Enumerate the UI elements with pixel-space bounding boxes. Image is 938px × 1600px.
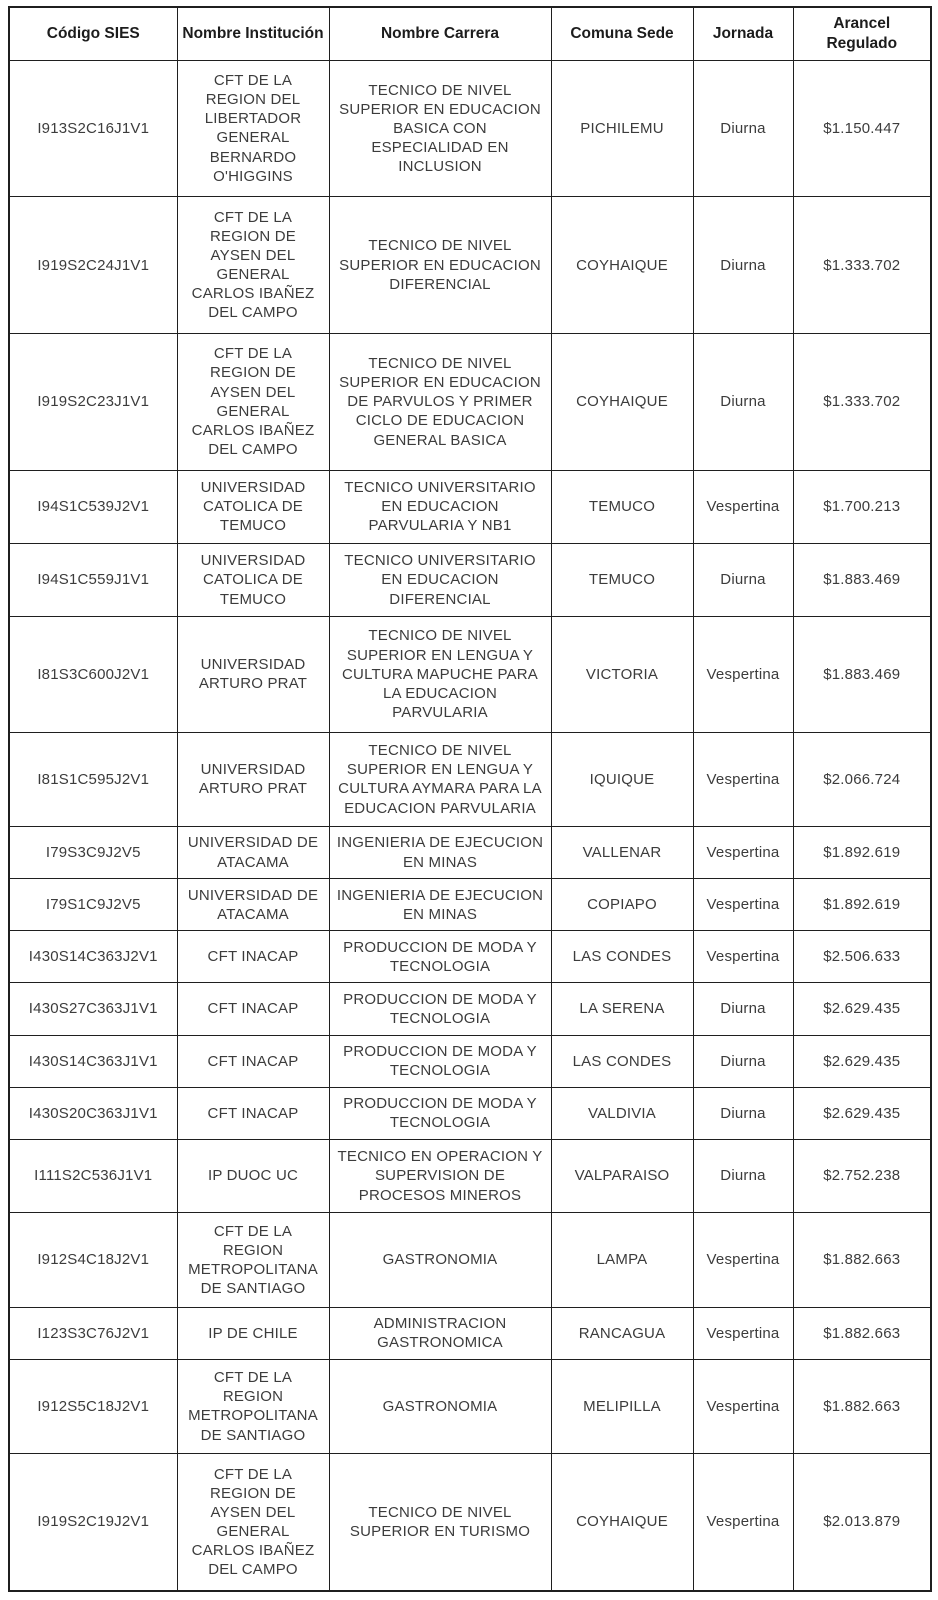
cell-comuna-sede: TEMUCO [551,470,693,543]
cell-jornada: Vespertina [693,1213,793,1307]
table-row [9,60,931,197]
cell-nombre-carrera: TECNICO DE NIVEL SUPERIOR EN EDUCACION DIFERENCIAL [329,197,551,334]
cell-arancel-regulado: $2.506.633 [793,931,931,983]
cell-nombre-institucion: IP DE CHILE [177,1307,329,1359]
table-row [9,543,931,616]
cell-codigo-sies: I81S1C595J2V1 [9,732,177,826]
cell-arancel-regulado: $2.066.724 [793,732,931,826]
cell-codigo-sies: I111S2C536J1V1 [9,1139,177,1212]
cell-codigo-sies: I912S4C18J2V1 [9,1213,177,1307]
table-row [9,1139,931,1212]
table-header-row [9,7,931,60]
table-row [9,879,931,931]
cell-jornada: Diurna [693,1139,793,1212]
cell-arancel-regulado: $1.892.619 [793,827,931,879]
cell-codigo-sies: I430S20C363J1V1 [9,1087,177,1139]
cell-comuna-sede: LAS CONDES [551,1035,693,1087]
table-row [9,1213,931,1307]
cell-nombre-carrera: INGENIERIA DE EJECUCION EN MINAS [329,827,551,879]
cell-nombre-institucion: CFT INACAP [177,1035,329,1087]
cell-nombre-institucion: CFT INACAP [177,1087,329,1139]
cell-arancel-regulado: $1.882.663 [793,1213,931,1307]
column-header-comuna-sede: Comuna Sede [551,7,693,60]
cell-arancel-regulado: $1.883.469 [793,543,931,616]
cell-comuna-sede: COYHAIQUE [551,333,693,470]
cell-nombre-carrera: TECNICO UNIVERSITARIO EN EDUCACION DIFERENCIAL [329,543,551,616]
cell-codigo-sies: I919S2C23J1V1 [9,333,177,470]
cell-nombre-institucion: CFT DE LA REGION DEL LIBERTADOR GENERAL BERNARDO O'HIGGINS [177,60,329,197]
cell-arancel-regulado: $1.333.702 [793,197,931,334]
cell-comuna-sede: LAS CONDES [551,931,693,983]
cell-jornada: Vespertina [693,827,793,879]
table-row [9,1454,931,1591]
cell-arancel-regulado: $2.629.435 [793,983,931,1035]
cell-comuna-sede: IQUIQUE [551,732,693,826]
table-row [9,1035,931,1087]
cell-nombre-carrera: TECNICO EN OPERACION Y SUPERVISION DE PROCESOS MINEROS [329,1139,551,1212]
cell-jornada: Diurna [693,333,793,470]
cell-nombre-institucion: CFT DE LA REGION DE AYSEN DEL GENERAL CARLOS IBAÑEZ DEL CAMPO [177,197,329,334]
cell-nombre-institucion: CFT DE LA REGION DE AYSEN DEL GENERAL CARLOS IBAÑEZ DEL CAMPO [177,1454,329,1591]
cell-codigo-sies: I81S3C600J2V1 [9,617,177,733]
cell-jornada: Vespertina [693,1307,793,1359]
cell-codigo-sies: I430S14C363J2V1 [9,931,177,983]
cell-codigo-sies: I919S2C19J2V1 [9,1454,177,1591]
cell-nombre-institucion: UNIVERSIDAD CATOLICA DE TEMUCO [177,543,329,616]
cell-comuna-sede: COPIAPO [551,879,693,931]
cell-jornada: Vespertina [693,617,793,733]
column-header-nombre-institucion: Nombre Institución [177,7,329,60]
cell-codigo-sies: I123S3C76J2V1 [9,1307,177,1359]
cell-comuna-sede: COYHAIQUE [551,197,693,334]
cell-arancel-regulado: $2.629.435 [793,1087,931,1139]
cell-nombre-carrera: PRODUCCION DE MODA Y TECNOLOGIA [329,1035,551,1087]
cell-nombre-carrera: GASTRONOMIA [329,1213,551,1307]
cell-nombre-institucion: CFT INACAP [177,983,329,1035]
cell-nombre-carrera: TECNICO DE NIVEL SUPERIOR EN TURISMO [329,1454,551,1591]
table-row [9,1359,931,1453]
cell-comuna-sede: VALPARAISO [551,1139,693,1212]
cell-comuna-sede: COYHAIQUE [551,1454,693,1591]
cell-nombre-institucion: CFT INACAP [177,931,329,983]
cell-arancel-regulado: $2.013.879 [793,1454,931,1591]
cell-nombre-carrera: TECNICO DE NIVEL SUPERIOR EN LENGUA Y CULTURA AYMARA PARA LA EDUCACION PARVULARIA [329,732,551,826]
cell-nombre-institucion: UNIVERSIDAD CATOLICA DE TEMUCO [177,470,329,543]
table-row [9,333,931,470]
cell-jornada: Vespertina [693,732,793,826]
column-header-arancel-regulado: Arancel Regulado [793,7,931,60]
cell-nombre-carrera: ADMINISTRACION GASTRONOMICA [329,1307,551,1359]
cell-nombre-carrera: TECNICO DE NIVEL SUPERIOR EN LENGUA Y CULTURA MAPUCHE PARA LA EDUCACION PARVULARIA [329,617,551,733]
cell-comuna-sede: RANCAGUA [551,1307,693,1359]
cell-codigo-sies: I94S1C539J2V1 [9,470,177,543]
cell-nombre-carrera: PRODUCCION DE MODA Y TECNOLOGIA [329,983,551,1035]
cell-jornada: Vespertina [693,1359,793,1453]
cell-nombre-carrera: PRODUCCION DE MODA Y TECNOLOGIA [329,1087,551,1139]
table-row [9,197,931,334]
cell-nombre-institucion: UNIVERSIDAD DE ATACAMA [177,827,329,879]
cell-jornada: Vespertina [693,879,793,931]
cell-comuna-sede: PICHILEMU [551,60,693,197]
cell-nombre-carrera: TECNICO DE NIVEL SUPERIOR EN EDUCACION DE PARVULOS Y PRIMER CICLO DE EDUCACION GENERAL BASICA [329,333,551,470]
cell-nombre-institucion: UNIVERSIDAD DE ATACAMA [177,879,329,931]
cell-codigo-sies: I79S3C9J2V5 [9,827,177,879]
cell-comuna-sede: LA SERENA [551,983,693,1035]
cell-nombre-institucion: IP DUOC UC [177,1139,329,1212]
cell-arancel-regulado: $1.882.663 [793,1359,931,1453]
column-header-jornada: Jornada [693,7,793,60]
cell-jornada: Vespertina [693,470,793,543]
cell-codigo-sies: I430S27C363J1V1 [9,983,177,1035]
cell-arancel-regulado: $1.892.619 [793,879,931,931]
cell-arancel-regulado: $2.752.238 [793,1139,931,1212]
table-row [9,617,931,733]
cell-jornada: Vespertina [693,1454,793,1591]
cell-arancel-regulado: $1.883.469 [793,617,931,733]
cell-arancel-regulado: $2.629.435 [793,1035,931,1087]
table-header [9,7,931,60]
table-row [9,732,931,826]
cell-codigo-sies: I913S2C16J1V1 [9,60,177,197]
table-row [9,983,931,1035]
cell-nombre-institucion: CFT DE LA REGION METROPOLITANA DE SANTIAGO [177,1359,329,1453]
cell-arancel-regulado: $1.150.447 [793,60,931,197]
table-row [9,1087,931,1139]
cell-arancel-regulado: $1.700.213 [793,470,931,543]
cell-jornada: Vespertina [693,931,793,983]
column-header-nombre-carrera: Nombre Carrera [329,7,551,60]
cell-nombre-institucion: UNIVERSIDAD ARTURO PRAT [177,617,329,733]
cell-jornada: Diurna [693,983,793,1035]
cell-codigo-sies: I94S1C559J1V1 [9,543,177,616]
cell-nombre-carrera: GASTRONOMIA [329,1359,551,1453]
cell-comuna-sede: VICTORIA [551,617,693,733]
cell-comuna-sede: VALDIVIA [551,1087,693,1139]
cell-jornada: Diurna [693,197,793,334]
cell-jornada: Diurna [693,60,793,197]
table-row [9,931,931,983]
cell-arancel-regulado: $1.333.702 [793,333,931,470]
cell-codigo-sies: I912S5C18J2V1 [9,1359,177,1453]
cell-nombre-institucion: UNIVERSIDAD ARTURO PRAT [177,732,329,826]
cell-nombre-carrera: TECNICO UNIVERSITARIO EN EDUCACION PARVULARIA Y NB1 [329,470,551,543]
cell-arancel-regulado: $1.882.663 [793,1307,931,1359]
cell-codigo-sies: I430S14C363J1V1 [9,1035,177,1087]
cell-codigo-sies: I79S1C9J2V5 [9,879,177,931]
cell-nombre-institucion: CFT DE LA REGION METROPOLITANA DE SANTIAGO [177,1213,329,1307]
table-body [9,60,931,1591]
cell-nombre-carrera: TECNICO DE NIVEL SUPERIOR EN EDUCACION BASICA CON ESPECIALIDAD EN INCLUSION [329,60,551,197]
table-row [9,1307,931,1359]
column-header-codigo-sies: Código SIES [9,7,177,60]
cell-comuna-sede: TEMUCO [551,543,693,616]
table-row [9,827,931,879]
cell-nombre-institucion: CFT DE LA REGION DE AYSEN DEL GENERAL CARLOS IBAÑEZ DEL CAMPO [177,333,329,470]
cell-comuna-sede: VALLENAR [551,827,693,879]
arancel-regulado-table [8,6,932,1592]
cell-comuna-sede: LAMPA [551,1213,693,1307]
cell-jornada: Diurna [693,1087,793,1139]
cell-comuna-sede: MELIPILLA [551,1359,693,1453]
cell-jornada: Diurna [693,1035,793,1087]
cell-jornada: Diurna [693,543,793,616]
cell-codigo-sies: I919S2C24J1V1 [9,197,177,334]
cell-nombre-carrera: INGENIERIA DE EJECUCION EN MINAS [329,879,551,931]
table-row [9,470,931,543]
cell-nombre-carrera: PRODUCCION DE MODA Y TECNOLOGIA [329,931,551,983]
